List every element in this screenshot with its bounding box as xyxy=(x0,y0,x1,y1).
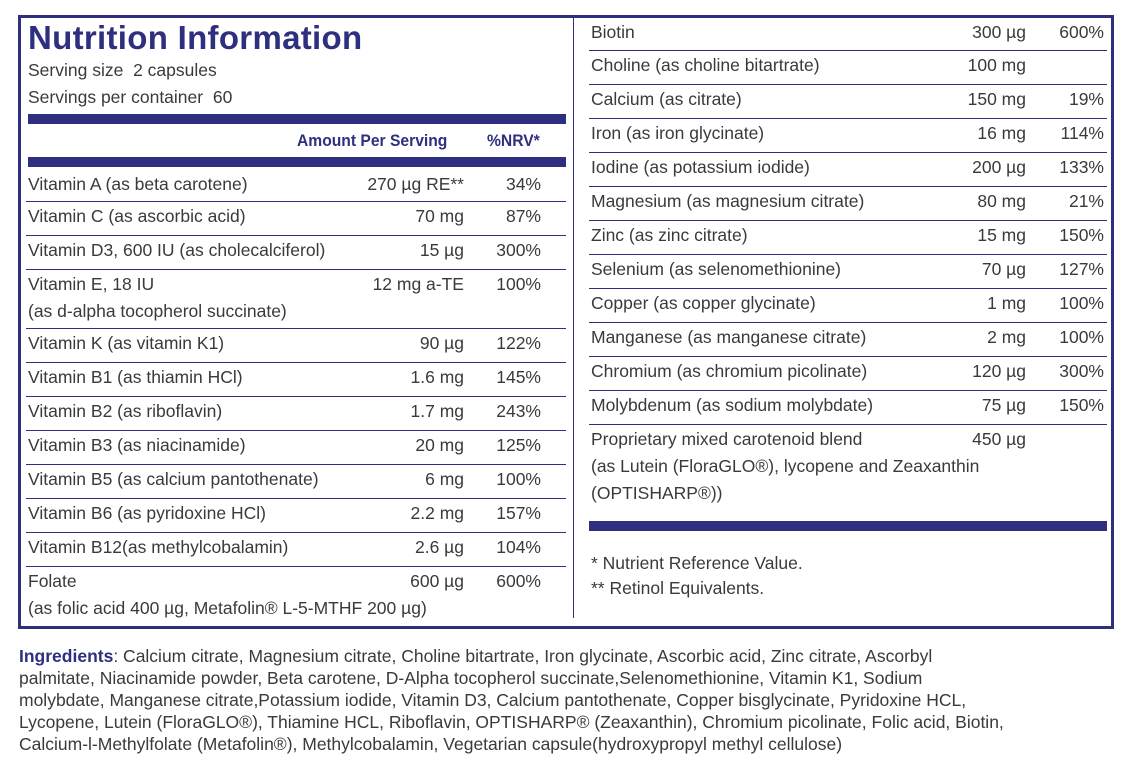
nutrient-nrv: 125% xyxy=(496,435,541,455)
nutrient-amount: 100 mg xyxy=(967,55,1026,75)
nutrient-nrv: 145% xyxy=(496,367,541,387)
nutrient-name: Calcium (as citrate) xyxy=(591,89,742,109)
nutrient-amount: 1.7 mg xyxy=(410,401,464,421)
nutrient-source: (as d-alpha tocopherol succinate) xyxy=(28,301,287,321)
nutrient-name: Copper (as copper glycinate) xyxy=(591,293,816,313)
nutrient-amount: 15 mg xyxy=(977,225,1026,245)
serving-size-label: Serving size xyxy=(28,60,124,80)
nutrient-name: Vitamin K (as vitamin K1) xyxy=(28,333,225,353)
nutrient-name: Vitamin B1 (as thiamin HCl) xyxy=(28,367,243,387)
nutrient-amount: 150 mg xyxy=(967,89,1026,109)
nutrient-row xyxy=(26,170,566,202)
nutrient-amount: 270 µg RE** xyxy=(367,174,464,194)
nutrient-row xyxy=(26,465,566,499)
nutrient-name: Selenium (as selenomethionine) xyxy=(591,259,841,279)
nutrient-row xyxy=(26,431,566,465)
ingredients-line: palmitate, Niacinamide powder, Beta carotene, D-Alpha tocopherol succinate,Selenomethionine, Vitamin K1, Sodium xyxy=(19,668,923,688)
nutrient-row xyxy=(589,357,1107,391)
nutrient-row xyxy=(26,202,566,236)
nutrient-row xyxy=(589,255,1107,289)
nutrient-name: Manganese (as manganese citrate) xyxy=(591,327,867,347)
nutrient-name: Molybdenum (as sodium molybdate) xyxy=(591,395,874,415)
nutrient-amount: 90 µg xyxy=(419,333,464,353)
ingredients-line-text: : Calcium citrate, Magnesium citrate, Choline bitartrate, Iron glycinate, Ascorbic acid, Zinc citrate, Ascorbyl xyxy=(113,646,933,666)
servings-label: Servings per container xyxy=(28,87,204,107)
nutrient-name: Magnesium (as magnesium citrate) xyxy=(591,191,865,211)
nutrient-amount: 12 mg a-TE xyxy=(372,274,464,294)
nutrient-nrv: 34% xyxy=(505,174,541,194)
nutrient-amount: 15 µg xyxy=(419,240,464,260)
nutrient-amount: 1 mg xyxy=(987,293,1026,313)
nutrient-amount: 2 mg xyxy=(987,327,1026,347)
nutrient-amount: 200 µg xyxy=(972,157,1026,177)
nutrient-source: (as folic acid 400 µg, Metafolin® L-5-MTHF 200 µg) xyxy=(28,598,427,618)
nutrient-nrv: 19% xyxy=(1068,89,1104,109)
nutrient-amount: 450 µg xyxy=(972,429,1026,449)
nutrient-name: Proprietary mixed carotenoid blend xyxy=(591,429,863,449)
serving-size-value: 2 capsules xyxy=(133,60,217,80)
ingredients-label: Ingredients xyxy=(19,646,114,666)
ingredients-line: Calcium-l-Methylfolate (Metafolin®), Methylcobalamin, Vegetarian capsule(hydroxypropyl methyl cellulose) xyxy=(19,734,843,754)
nutrient-nrv: 600% xyxy=(496,571,541,591)
amount-column-header: Amount Per Serving xyxy=(297,131,448,150)
nutrient-name: Vitamin B3 (as niacinamide) xyxy=(28,435,246,455)
nutrient-nrv: 100% xyxy=(496,469,541,489)
nutrient-name: Vitamin B6 (as pyridoxine HCl) xyxy=(28,503,266,523)
nutrient-amount: 2.2 mg xyxy=(410,503,464,523)
nutrient-amount: 6 mg xyxy=(425,469,464,489)
servings-per-container xyxy=(28,87,232,108)
nutrient-amount: 80 mg xyxy=(977,191,1026,211)
nutrient-nrv: 100% xyxy=(1059,327,1104,347)
header-thick-bar xyxy=(28,114,566,124)
nutrient-nrv: 150% xyxy=(1059,395,1104,415)
nutrient-source: (OPTISHARP®)) xyxy=(591,483,723,503)
column-divider xyxy=(573,18,574,618)
nutrient-nrv: 157% xyxy=(496,503,541,523)
nutrient-name: Vitamin A (as beta carotene) xyxy=(28,174,248,194)
nutrient-nrv: 100% xyxy=(1059,293,1104,313)
nutrient-row xyxy=(589,425,1107,525)
nutrient-amount: 300 µg xyxy=(972,22,1026,42)
nutrient-row xyxy=(589,187,1107,221)
nutrient-amount: 70 µg xyxy=(981,259,1026,279)
nutrient-nrv: 133% xyxy=(1059,157,1104,177)
nutrient-row xyxy=(26,567,566,627)
ingredients-line xyxy=(19,645,1129,667)
nutrient-source: (as Lutein (FloraGLO®), lycopene and Zeaxanthin xyxy=(591,456,980,476)
footnote-retinol: ** Retinol Equivalents. xyxy=(591,578,765,598)
nutrient-name: Iron (as iron glycinate) xyxy=(591,123,765,143)
nrv-column-header: %NRV* xyxy=(487,131,540,150)
nutrient-nrv: 100% xyxy=(496,274,541,294)
nutrient-nrv: 104% xyxy=(496,537,541,557)
nutrient-nrv: 150% xyxy=(1059,225,1104,245)
nutrient-name: Zinc (as zinc citrate) xyxy=(591,225,748,245)
nutrient-row xyxy=(589,51,1107,85)
nutrient-row xyxy=(589,119,1107,153)
nutrient-row xyxy=(26,236,566,270)
nutrient-row xyxy=(26,533,566,567)
nutrient-row xyxy=(589,221,1107,255)
nutrient-nrv: 300% xyxy=(1059,361,1104,381)
nutrient-amount: 120 µg xyxy=(972,361,1026,381)
ingredients-line: molybdate, Manganese citrate,Potassium iodide, Vitamin D3, Calcium pantothenate, Copper bisglycinate, Pyridoxine HCL, xyxy=(19,690,967,710)
nutrient-nrv: 300% xyxy=(496,240,541,260)
ingredients-line: Lycopene, Lutein (FloraGLO®), Thiamine HCL, Riboflavin, OPTISHARP® (Zeaxanthin), Chromium picolinate, Folic acid, Biotin, xyxy=(19,712,1004,732)
nutrient-amount: 1.6 mg xyxy=(410,367,464,387)
nutrient-amount: 75 µg xyxy=(981,395,1026,415)
nutrient-row xyxy=(589,323,1107,357)
nutrient-name: Vitamin B5 (as calcium pantothenate) xyxy=(28,469,319,489)
nutrient-name: Choline (as choline bitartrate) xyxy=(591,55,820,75)
nutrient-amount: 70 mg xyxy=(415,206,464,226)
nutrient-nrv: 243% xyxy=(496,401,541,421)
nutrient-name: Chromium (as chromium picolinate) xyxy=(591,361,868,381)
nutrient-name: Folate xyxy=(28,571,77,591)
nutrient-amount: 2.6 µg xyxy=(414,537,464,557)
servings-value: 60 xyxy=(212,87,233,107)
nutrient-nrv: 21% xyxy=(1068,191,1104,211)
nutrient-row xyxy=(589,289,1107,323)
nutrient-row xyxy=(26,329,566,363)
nutrient-name: Vitamin D3, 600 IU (as cholecalciferol) xyxy=(28,240,326,260)
nutrient-nrv: 600% xyxy=(1059,22,1104,42)
nutrient-nrv: 127% xyxy=(1059,259,1104,279)
nutrient-amount: 16 mg xyxy=(977,123,1026,143)
nutrient-nrv: 122% xyxy=(496,333,541,353)
nutrient-name: Vitamin C (as ascorbic acid) xyxy=(28,206,246,226)
nutrient-amount: 600 µg xyxy=(410,571,464,591)
nutrient-nrv: 87% xyxy=(505,206,541,226)
nutrient-row xyxy=(589,85,1107,119)
nutrient-row xyxy=(26,499,566,533)
ingredients-text xyxy=(19,645,1129,755)
nutrient-amount: 20 mg xyxy=(415,435,464,455)
header-bottom-bar xyxy=(28,157,566,167)
nutrient-nrv: 114% xyxy=(1060,123,1104,143)
nutrient-name: Iodine (as potassium iodide) xyxy=(591,157,810,177)
nutrient-name: Biotin xyxy=(591,22,635,42)
serving-size xyxy=(28,60,217,81)
footer-thick-bar xyxy=(589,521,1107,531)
nutrient-row xyxy=(26,270,566,329)
footnote-nrv: * Nutrient Reference Value. xyxy=(591,553,803,573)
nutrient-row xyxy=(26,363,566,397)
nutrient-row xyxy=(26,397,566,431)
nutrient-name: Vitamin B2 (as riboflavin) xyxy=(28,401,223,421)
nutrient-row xyxy=(589,391,1107,425)
nutrient-name: Vitamin B12(as methylcobalamin) xyxy=(28,537,289,557)
nutrient-name: Vitamin E, 18 IU xyxy=(28,274,155,294)
nutrient-row xyxy=(589,18,1107,51)
nutrient-row xyxy=(589,153,1107,187)
panel-title: Nutrition Information xyxy=(28,19,363,56)
